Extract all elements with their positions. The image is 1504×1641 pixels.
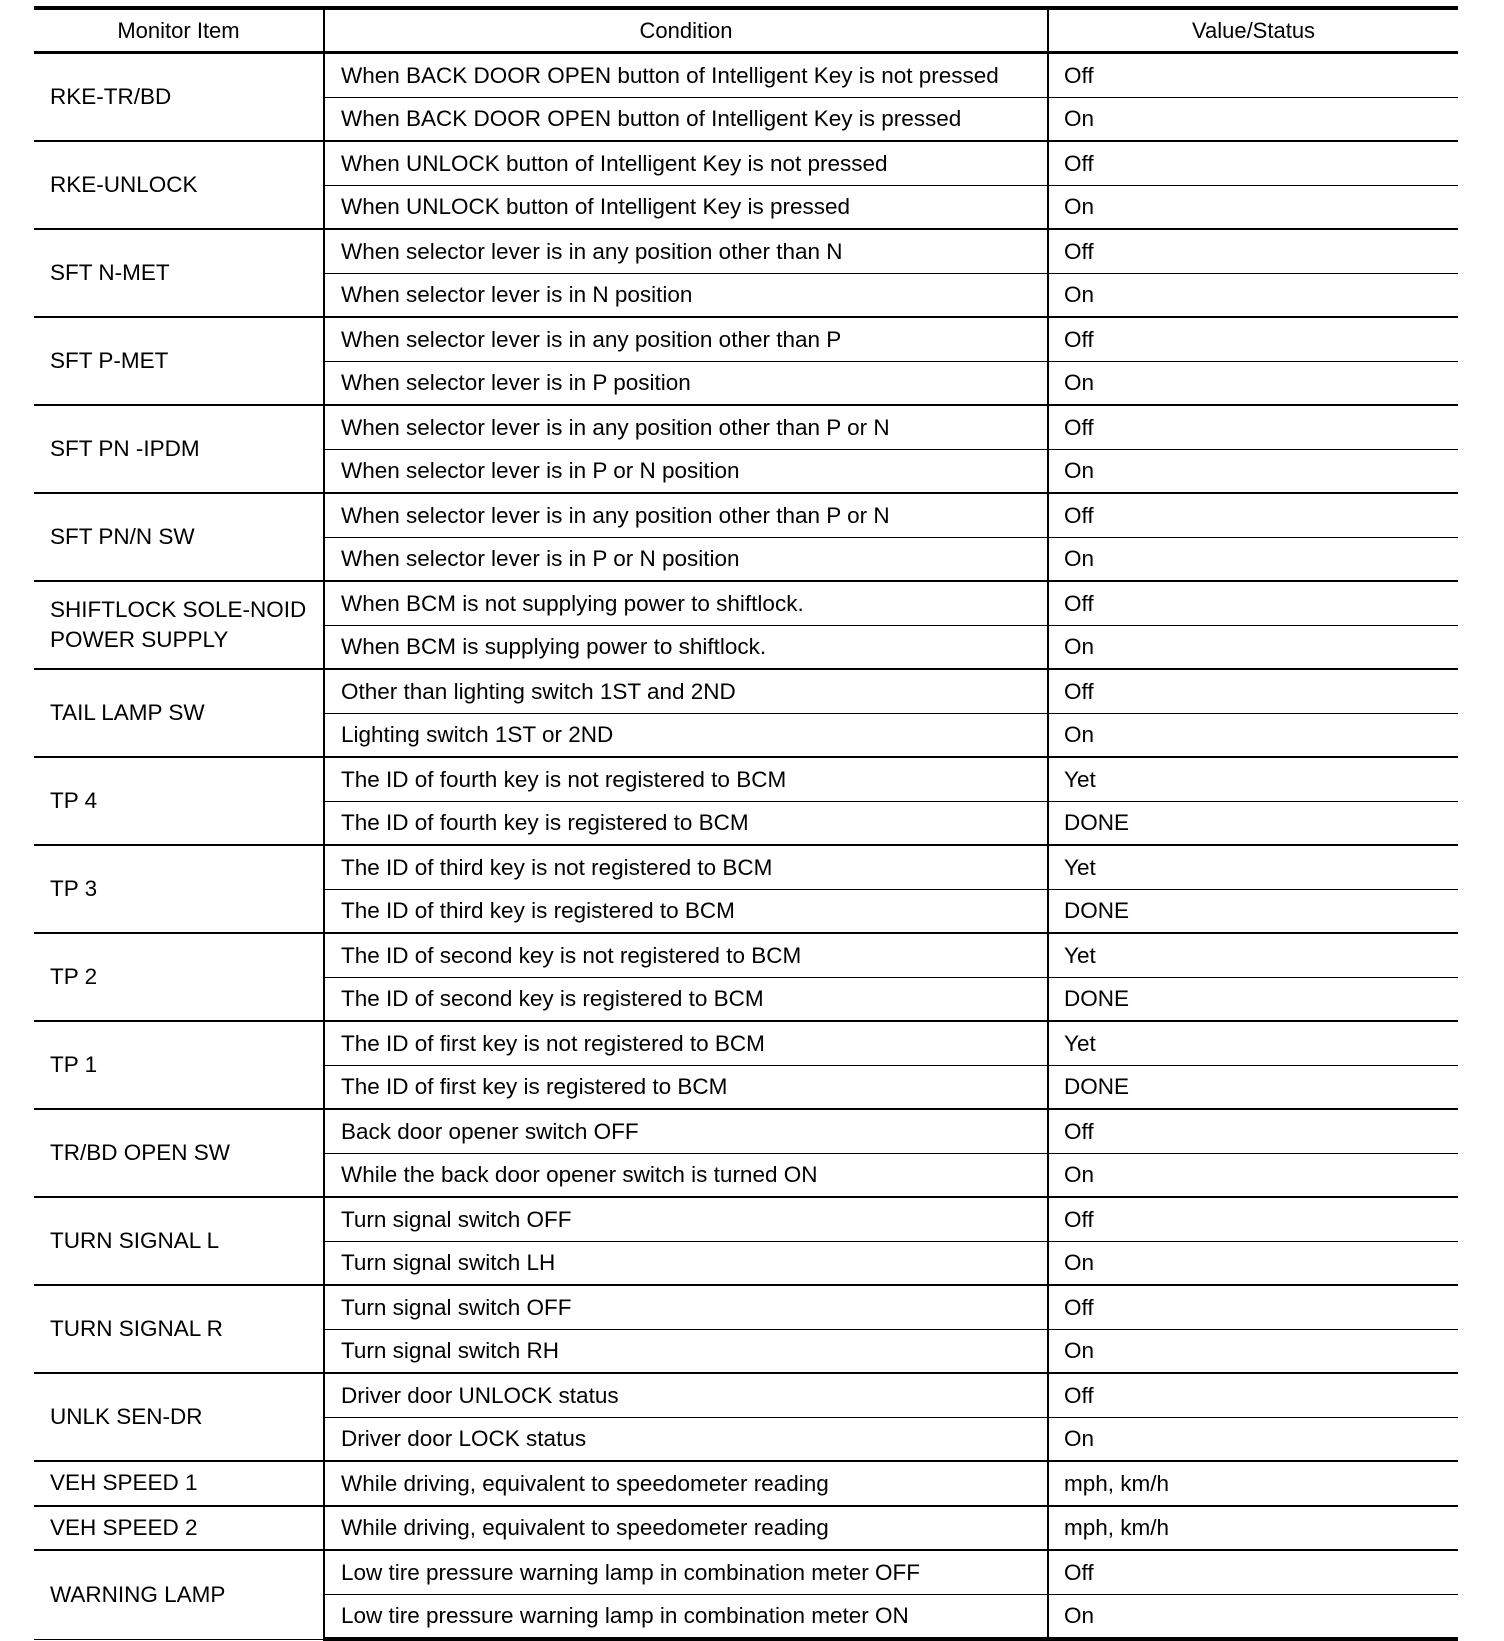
- monitor-item-cell: VEH SPEED 2: [34, 1506, 324, 1551]
- value-status-cell: On: [1048, 713, 1458, 757]
- value-status-cell: Off: [1048, 1550, 1458, 1594]
- table-row: [34, 1506, 1458, 1551]
- value-status-cell: Off: [1048, 317, 1458, 361]
- value-status-cell: Off: [1048, 405, 1458, 449]
- condition-cell: When selector lever is in P or N position: [324, 537, 1048, 581]
- condition-cell: Back door opener switch OFF: [324, 1109, 1048, 1153]
- condition-cell: When UNLOCK button of Intelligent Key is pressed: [324, 185, 1048, 229]
- condition-cell: Lighting switch 1ST or 2ND: [324, 713, 1048, 757]
- condition-cell: Turn signal switch OFF: [324, 1197, 1048, 1241]
- condition-cell: When selector lever is in any position other than P: [324, 317, 1048, 361]
- value-status-cell: Yet: [1048, 1021, 1458, 1065]
- monitor-item-cell: UNLK SEN-DR: [34, 1373, 324, 1461]
- condition-cell: Turn signal switch OFF: [324, 1285, 1048, 1329]
- value-status-cell: On: [1048, 1241, 1458, 1285]
- table-row: [34, 493, 1458, 537]
- monitor-item-cell: TP 1: [34, 1021, 324, 1109]
- monitor-table-container: [34, 6, 1458, 1641]
- monitor-item-cell: VEH SPEED 1: [34, 1461, 324, 1506]
- table-row: [34, 1021, 1458, 1065]
- condition-cell: The ID of first key is registered to BCM: [324, 1065, 1048, 1109]
- monitor-item-cell: SFT PN/N SW: [34, 493, 324, 581]
- value-status-cell: On: [1048, 185, 1458, 229]
- condition-cell: The ID of second key is not registered to BCM: [324, 933, 1048, 977]
- condition-cell: Driver door UNLOCK status: [324, 1373, 1048, 1417]
- monitor-item-cell: SFT N-MET: [34, 229, 324, 317]
- monitor-item-cell: WARNING LAMP: [34, 1550, 324, 1639]
- condition-cell: Turn signal switch LH: [324, 1241, 1048, 1285]
- monitor-item-table: [34, 6, 1458, 1641]
- condition-cell: While the back door opener switch is turned ON: [324, 1153, 1048, 1197]
- table-row: [34, 1285, 1458, 1329]
- condition-cell: Turn signal switch RH: [324, 1329, 1048, 1373]
- monitor-item-cell: TURN SIGNAL R: [34, 1285, 324, 1373]
- condition-cell: The ID of fourth key is not registered to BCM: [324, 757, 1048, 801]
- condition-cell: Other than lighting switch 1ST and 2ND: [324, 669, 1048, 713]
- monitor-item-cell: TURN SIGNAL L: [34, 1197, 324, 1285]
- table-body: [34, 53, 1458, 1640]
- condition-cell: Low tire pressure warning lamp in combination meter ON: [324, 1594, 1048, 1639]
- monitor-item-cell: SFT P-MET: [34, 317, 324, 405]
- condition-cell: The ID of third key is registered to BCM: [324, 889, 1048, 933]
- value-status-cell: On: [1048, 1594, 1458, 1639]
- condition-cell: Low tire pressure warning lamp in combination meter OFF: [324, 1550, 1048, 1594]
- value-status-cell: Off: [1048, 229, 1458, 273]
- condition-cell: When BACK DOOR OPEN button of Intelligent Key is pressed: [324, 97, 1048, 141]
- monitor-item-cell: TR/BD OPEN SW: [34, 1109, 324, 1197]
- table-row: [34, 229, 1458, 273]
- value-status-cell: On: [1048, 537, 1458, 581]
- table-row: [34, 581, 1458, 625]
- table-row: [34, 1550, 1458, 1594]
- table-row: [34, 1461, 1458, 1506]
- value-status-cell: On: [1048, 273, 1458, 317]
- condition-cell: When selector lever is in N position: [324, 273, 1048, 317]
- value-status-cell: On: [1048, 625, 1458, 669]
- table-row: [34, 1109, 1458, 1153]
- value-status-cell: Yet: [1048, 845, 1458, 889]
- header-value-status: Value/Status: [1048, 8, 1458, 53]
- condition-cell: When UNLOCK button of Intelligent Key is not pressed: [324, 141, 1048, 185]
- value-status-cell: Off: [1048, 1373, 1458, 1417]
- table-row: [34, 757, 1458, 801]
- monitor-item-cell: TP 3: [34, 845, 324, 933]
- monitor-item-cell: RKE-UNLOCK: [34, 141, 324, 229]
- table-row: [34, 53, 1458, 98]
- value-status-cell: DONE: [1048, 1065, 1458, 1109]
- monitor-item-cell: RKE-TR/BD: [34, 53, 324, 142]
- table-row: [34, 669, 1458, 713]
- value-status-cell: On: [1048, 97, 1458, 141]
- condition-cell: The ID of fourth key is registered to BCM: [324, 801, 1048, 845]
- condition-cell: When selector lever is in any position other than N: [324, 229, 1048, 273]
- value-status-cell: On: [1048, 1417, 1458, 1461]
- value-status-cell: Yet: [1048, 933, 1458, 977]
- table-row: [34, 933, 1458, 977]
- table-row: [34, 1197, 1458, 1241]
- table-row: [34, 405, 1458, 449]
- condition-cell: When selector lever is in any position other than P or N: [324, 493, 1048, 537]
- value-status-cell: On: [1048, 1153, 1458, 1197]
- condition-cell: When BACK DOOR OPEN button of Intelligent Key is not pressed: [324, 53, 1048, 98]
- table-header-row: [34, 8, 1458, 53]
- condition-cell: When selector lever is in any position other than P or N: [324, 405, 1048, 449]
- value-status-cell: Off: [1048, 141, 1458, 185]
- value-status-cell: Off: [1048, 581, 1458, 625]
- value-status-cell: Yet: [1048, 757, 1458, 801]
- value-status-cell: DONE: [1048, 889, 1458, 933]
- monitor-item-cell: TP 4: [34, 757, 324, 845]
- value-status-cell: On: [1048, 1329, 1458, 1373]
- value-status-cell: Off: [1048, 669, 1458, 713]
- condition-cell: While driving, equivalent to speedometer reading: [324, 1506, 1048, 1551]
- value-status-cell: DONE: [1048, 977, 1458, 1021]
- value-status-cell: Off: [1048, 493, 1458, 537]
- value-status-cell: mph, km/h: [1048, 1506, 1458, 1551]
- monitor-item-cell: SFT PN -IPDM: [34, 405, 324, 493]
- value-status-cell: Off: [1048, 1285, 1458, 1329]
- value-status-cell: On: [1048, 449, 1458, 493]
- condition-cell: Driver door LOCK status: [324, 1417, 1048, 1461]
- condition-cell: The ID of second key is registered to BCM: [324, 977, 1048, 1021]
- header-monitor-item: Monitor Item: [34, 8, 324, 53]
- condition-cell: When selector lever is in P position: [324, 361, 1048, 405]
- value-status-cell: Off: [1048, 1197, 1458, 1241]
- condition-cell: The ID of third key is not registered to BCM: [324, 845, 1048, 889]
- condition-cell: The ID of first key is not registered to BCM: [324, 1021, 1048, 1065]
- value-status-cell: On: [1048, 361, 1458, 405]
- value-status-cell: DONE: [1048, 801, 1458, 845]
- table-row: [34, 845, 1458, 889]
- header-condition: Condition: [324, 8, 1048, 53]
- value-status-cell: Off: [1048, 53, 1458, 98]
- table-row: [34, 1373, 1458, 1417]
- value-status-cell: Off: [1048, 1109, 1458, 1153]
- table-row: [34, 141, 1458, 185]
- monitor-item-cell: TP 2: [34, 933, 324, 1021]
- condition-cell: When BCM is not supplying power to shiftlock.: [324, 581, 1048, 625]
- monitor-item-cell: TAIL LAMP SW: [34, 669, 324, 757]
- monitor-item-cell: SHIFTLOCK SOLE-NOID POWER SUPPLY: [34, 581, 324, 669]
- condition-cell: When selector lever is in P or N position: [324, 449, 1048, 493]
- condition-cell: When BCM is supplying power to shiftlock.: [324, 625, 1048, 669]
- value-status-cell: mph, km/h: [1048, 1461, 1458, 1506]
- condition-cell: While driving, equivalent to speedometer reading: [324, 1461, 1048, 1506]
- table-row: [34, 317, 1458, 361]
